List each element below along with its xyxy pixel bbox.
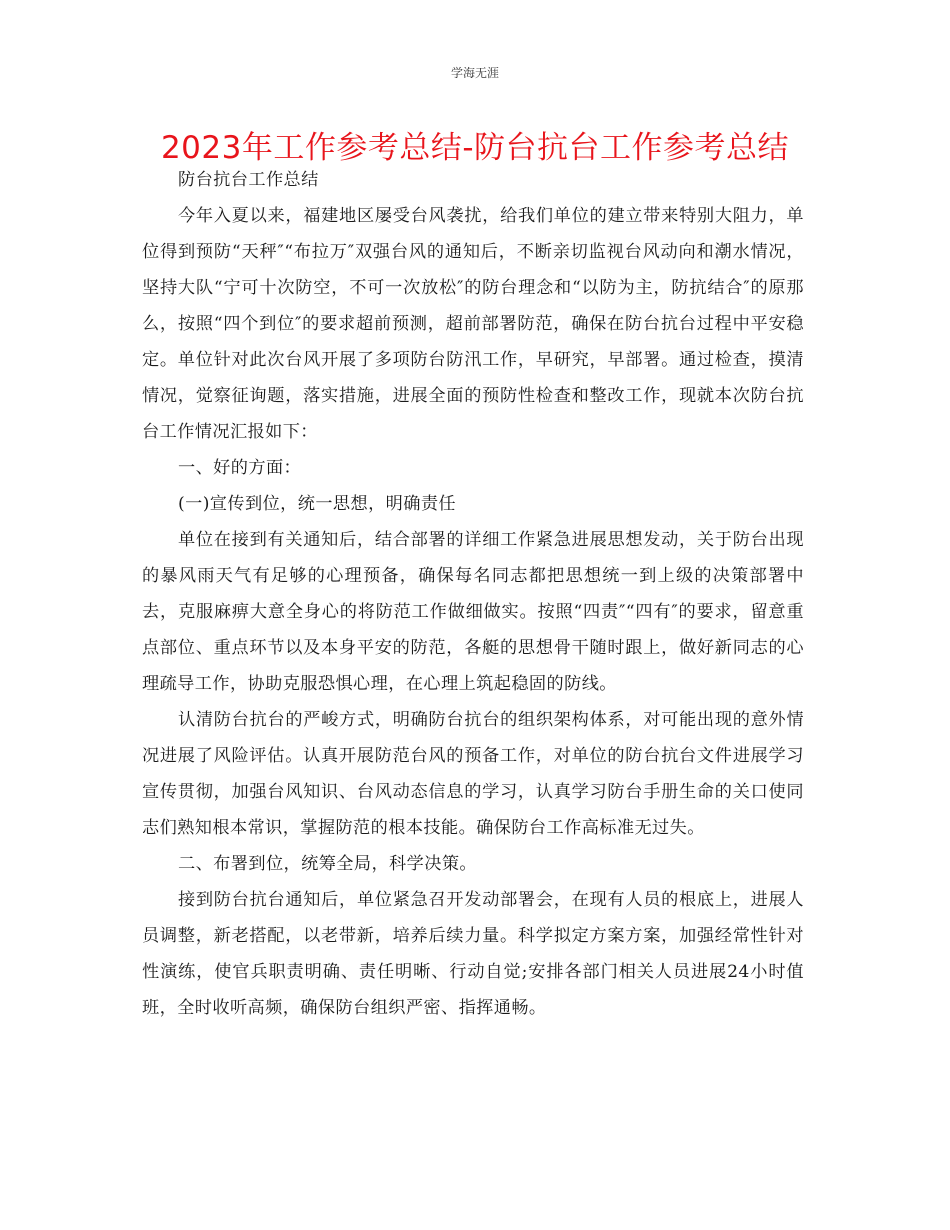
document-body	[142, 162, 804, 1026]
section-heading: 二、布署到位，统筹全局，科学决策。	[178, 854, 477, 874]
body-paragraph: 认清防台抗台的严峻方式，明确防台抗台的组织架构体系，对可能出现的意外情况进展了风险评估。认真开展防范台风的预备工作，对单位的防台抗台文件进展学习宣传贯彻，加强台风知识、台风动态信息的学习，认真学习防台手册生命的关口使同志们熟知根本常识，掌握防范的根本技能。确保防台工作高标准无过失。	[142, 710, 804, 838]
section-heading: 防台抗台工作总结	[178, 170, 319, 190]
body-paragraph: 单位在接到有关通知后，结合部署的详细工作紧急进展思想发动，关于防台出现的暴风雨天气有足够的心理预备，确保每名同志都把思想统一到上级的决策部署中去，克服麻痹大意全身心的将防范工作做细做实。按照“四责″“四有″的要求，留意重点部位、重点环节以及本身平安的防范，各艇的思想骨干随时跟上，做好新同志的心理疏导工作，协助克服恐惧心理，在心理上筑起稳固的防线。	[142, 530, 804, 694]
section-heading: 一、好的方面：	[178, 458, 302, 478]
subsection-heading: (一)宣传到位，统一思想，明确责任	[178, 494, 457, 514]
page-header: 学海无涯	[450, 66, 499, 80]
document-title: 2023年工作参考总结-防台抗台工作参考总结	[160, 130, 790, 166]
body-paragraph: 今年入夏以来，福建地区屡受台风袭扰，给我们单位的建立带来特别大阻力，单位得到预防“天秤″“布拉万″双强台风的通知后，不断亲切监视台风动向和潮水情况，坚持大队“宁可十次防空，不可一次放松″的防台理念和“以防为主，防抗结合″的原那么，按照“四个到位″的要求超前预测，超前部署防范，确保在防台抗台过程中平安稳定。单位针对此次台风开展了多项防台防汛工作，早研究，早部署。通过检查，摸清情况，觉察征询题，落实措施，进展全面的预防性检查和整改工作，现就本次防台抗台工作情况汇报如下：	[142, 206, 804, 442]
body-paragraph: 接到防台抗台通知后，单位紧急召开发动部署会，在现有人员的根底上，进展人员调整，新老搭配，以老带新，培养后续力量。科学拟定方案方案，加强经常性针对性演练，使官兵职责明确、责任明晰、行动自觉;安排各部门相关人员进展24小时值班，全时收听高频，确保防台组织严密、指挥通畅。	[142, 890, 804, 1018]
